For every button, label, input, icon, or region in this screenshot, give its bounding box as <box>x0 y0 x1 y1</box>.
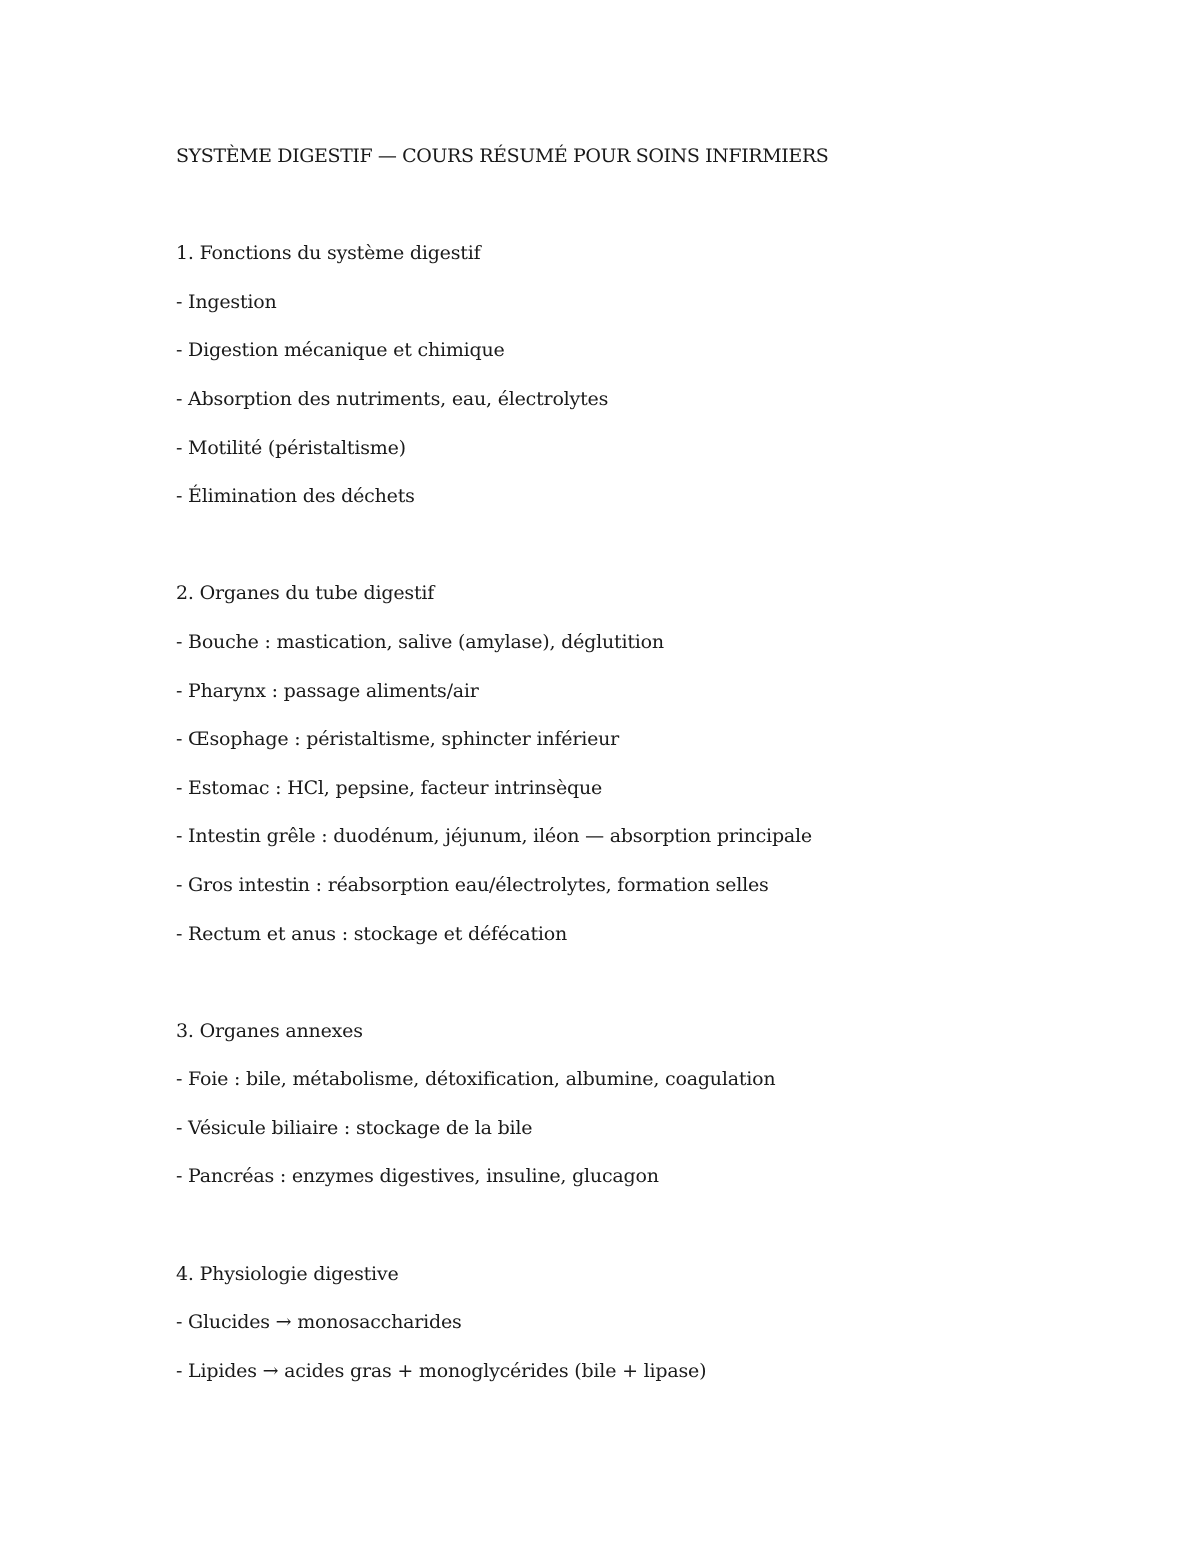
list-item: - Glucides → monosaccharides <box>176 1311 462 1334</box>
list-item: - Élimination des déchets <box>176 485 415 508</box>
list-item: - Pancréas : enzymes digestives, insuline, glucagon <box>176 1165 659 1188</box>
list-item: - Pharynx : passage aliments/air <box>176 679 479 702</box>
list-item: - Œsophage : péristaltisme, sphincter inférieur <box>176 728 620 751</box>
list-item: - Motilité (péristaltisme) <box>176 436 406 459</box>
section-organes-tube <box>176 577 1076 949</box>
list-item: - Vésicule biliaire : stockage de la bile <box>176 1116 533 1139</box>
section-heading: 4. Physiologie digestive <box>176 1262 399 1285</box>
list-item: - Digestion mécanique et chimique <box>176 339 505 362</box>
section-heading: 1. Fonctions du système digestif <box>176 242 481 265</box>
list-item: - Absorption des nutriments, eau, électrolytes <box>176 387 609 410</box>
spacer <box>176 529 1076 578</box>
section-physiologie <box>176 1258 1076 1387</box>
list-item: - Rectum et anus : stockage et défécation <box>176 922 568 945</box>
spacer <box>176 189 1076 238</box>
spacer <box>176 1209 1076 1258</box>
list-item: - Estomac : HCl, pepsine, facteur intrinsèque <box>176 776 603 799</box>
list-item: - Bouche : mastication, salive (amylase), déglutition <box>176 630 664 653</box>
section-fonctions <box>176 237 1076 512</box>
list-item: - Intestin grêle : duodénum, jéjunum, iléon — absorption principale <box>176 825 812 848</box>
section-heading: 2. Organes du tube digestif <box>176 582 435 605</box>
document-page <box>176 140 1076 1403</box>
document-title: SYSTÈME DIGESTIF — COURS RÉSUMÉ POUR SOINS INFIRMIERS <box>176 145 829 167</box>
list-item: - Lipides → acides gras + monoglycérides (bile + lipase) <box>176 1359 707 1382</box>
section-organes-annexes <box>176 1015 1076 1193</box>
list-item: - Ingestion <box>176 290 277 313</box>
spacer <box>176 966 1076 1015</box>
section-heading: 3. Organes annexes <box>176 1019 363 1042</box>
list-item: - Foie : bile, métabolisme, détoxification, albumine, coagulation <box>176 1068 776 1091</box>
list-item: - Gros intestin : réabsorption eau/électrolytes, formation selles <box>176 873 769 896</box>
